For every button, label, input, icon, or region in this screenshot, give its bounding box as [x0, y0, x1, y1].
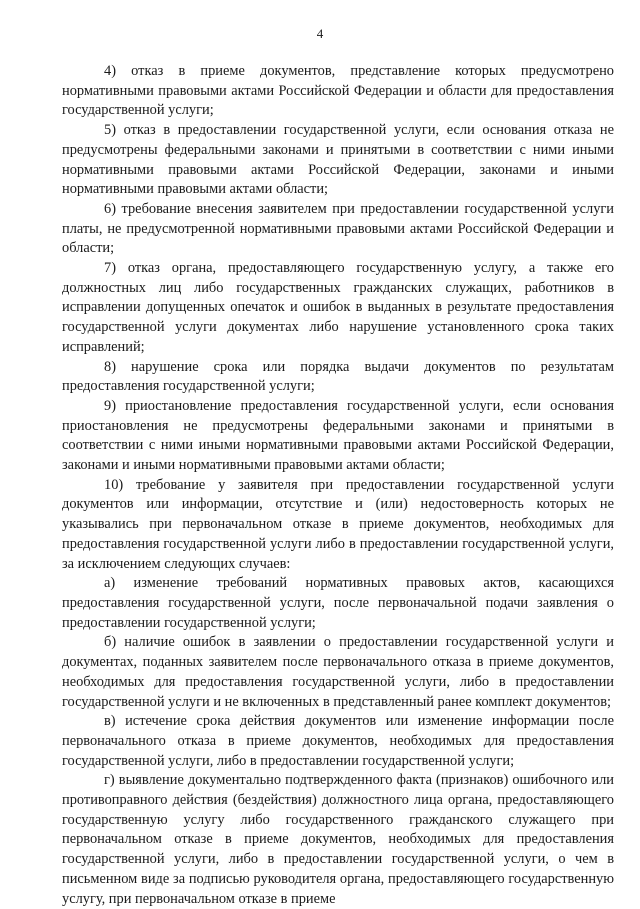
paragraph-item-9: 9) приостановление предоставления государственной услуги, если основания приостановления не предусмотрены федеральными законами и принятыми в соответствии с ними иными нормативными правовыми актами Российской Федерации, законами и иными нормативными правовыми актами области; [62, 397, 614, 474]
paragraph-item-4: 4) отказ в приеме документов, представление которых предусмотрено нормативными правовыми актами Российской Федерации и области для предоставления государственной услуги; [62, 63, 614, 119]
paragraph-item-6: 6) требование внесения заявителем при предоставлении государственной услуги платы, не предусмотренной нормативными правовыми актами Российской Федерации и области; [62, 200, 614, 257]
paragraph-subitem-g: г) выявление документально подтвержденного факта (признаков) ошибочного или противоправного действия (бездействия) должностного лица органа, предоставляющего государственную услугу либо государственного гражданского служащего при первоначальном отказе в приеме документов, необходимых для предоставления государственной услуги, либо в предоставлении государственной услуги, о чем в письменном виде за подписью руководителя органа, предоставляющего государственную услугу, при первоначальном отказе в приеме [62, 772, 614, 907]
paragraph-item-10: 10) требование у заявителя при предоставлении государственной услуги документов или информации, отсутствие и (или) недостоверность которых не указывались при первоначальном отказе в приеме документов, необходимых для предоставления государственной услуги либо в предоставлении государственной услуги, за исключением следующих случаев: [62, 476, 614, 572]
paragraph-item-7: 7) отказ органа, предоставляющего государственную услугу, а также его должностных лиц либо государственных гражданских служащих, работников в исправлении допущенных опечаток и ошибок в выданных в результате предоставления государственной услуги документах либо нарушение установленного срока таких исправлений; [62, 260, 614, 355]
page-number: 4 [316, 26, 324, 41]
paragraph-item-5: 5) отказ в предоставлении государственной услуги, если основания отказа не предусмотрены федеральными законами и принятыми в соответствии с ними иными нормативными правовыми актами Российской Федерации, законами и иными нормативными правовыми актами области; [62, 122, 614, 198]
paragraph-subitem-v: в) истечение срока действия документов или изменение информации после первоначального отказа в приеме документов, необходимых для предоставления государственной услуги, либо в предоставлении государственной услуги; [62, 713, 614, 769]
paragraph-subitem-b: б) наличие ошибок в заявлении о предоставлении государственной услуги и документах, поданных заявителем после первоначального отказа в приеме документов, необходимых для предоставления государственной услуги, либо в предоставлении государственной услуги и не включенных в представленный ранее комплект документов; [62, 634, 614, 710]
paragraph-subitem-a: а) изменение требований нормативных правовых актов, касающихся предоставления государственной услуги, после первоначальной подачи заявления о предоставлении государственной услуги; [62, 575, 614, 631]
paragraph-item-8: 8) нарушение срока или порядка выдачи документов по результатам предоставления государственной услуги; [62, 358, 614, 395]
document-body [62, 62, 614, 909]
